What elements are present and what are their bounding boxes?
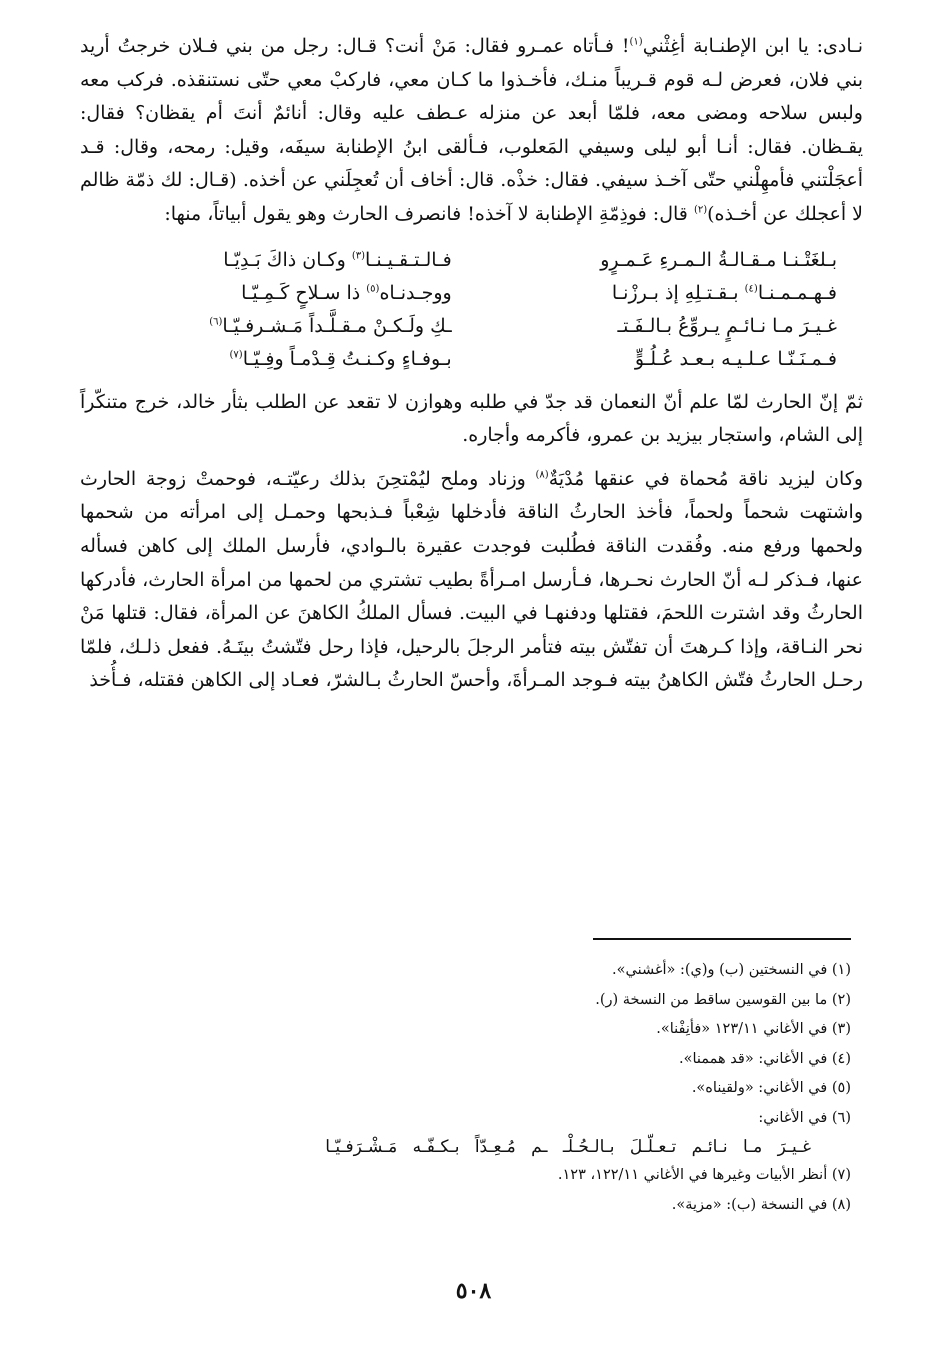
footnote xyxy=(80,1161,851,1191)
text-run: ذا سـلاحٍ كَـمِـيّـا xyxy=(241,281,367,304)
verse-first-hemistich: غـيـرَ مـا نـائـمٍ يـروِّعُ بـالـفَـتـ xyxy=(617,314,837,337)
text-run: فـهـمـمـنـا xyxy=(757,281,837,304)
text-run: فـالـتـقـيـنـا xyxy=(365,248,452,271)
footnote-text: في الأغاني: xyxy=(758,1109,828,1126)
footnote-number: (٤) xyxy=(831,1050,851,1067)
footnote-number: (٢) xyxy=(831,991,851,1008)
footnote-ref: (٨) xyxy=(535,469,549,481)
footnote-number: (٨) xyxy=(831,1196,851,1213)
footnote-number: (٦) xyxy=(831,1109,851,1126)
footnote xyxy=(80,1015,851,1045)
footnote-text: ما بين القوسين ساقط من النسخة (ر). xyxy=(595,991,828,1008)
poem-verse xyxy=(80,277,863,310)
main-text xyxy=(80,30,863,698)
poem-verse xyxy=(80,244,863,277)
footnote-text: في النسختين (ب) و(ي): «أغشني». xyxy=(612,962,828,978)
footnote-number: (٥) xyxy=(831,1080,851,1096)
paragraph-1 xyxy=(80,30,863,232)
footnote xyxy=(80,986,851,1016)
footnote-text: في الأغاني: «قد هممنا». xyxy=(679,1050,828,1067)
footnote-ref: (١) xyxy=(629,36,643,48)
footnote-number: (٣) xyxy=(831,1021,851,1037)
text-run: ـكِ ولَـكـنْ مـقـلَّـداً مَـشـرفـيّـا xyxy=(222,314,452,337)
text-run: نـادى: يا ابن الإطنـابة أغِثْني xyxy=(642,35,863,57)
text-run: بـقـتـلِهِ إذ بـرزْنـا xyxy=(611,281,745,304)
footnote xyxy=(80,1074,851,1104)
footnote-ref: (٤) xyxy=(744,283,758,295)
footnote xyxy=(80,1045,851,1075)
poem-verse xyxy=(80,310,863,343)
footnote xyxy=(80,1191,851,1221)
footnote-text: أنظر الأبيات وغيرها في الأغاني ١٢٢/١١، ١٢٣. xyxy=(557,1167,828,1183)
footnote-ref: (٥) xyxy=(366,283,380,295)
footnote-verse xyxy=(80,1133,851,1161)
footnote-ref: (٦) xyxy=(209,316,223,328)
page-number: ٥٠٨ xyxy=(455,1278,492,1304)
footnote-text: في الأغاني ١٢٣/١١ «فأنِفْنا». xyxy=(656,1021,828,1037)
verse-second-hemistich xyxy=(110,277,452,310)
footnote-text: في النسخة (ب): «مزية». xyxy=(671,1196,828,1213)
footnote xyxy=(80,956,851,986)
verse-second-hemistich xyxy=(110,310,452,343)
footnote-ref: (٧) xyxy=(229,349,243,361)
text-run: بـوفـاءٍ وكـنـتُ قِـدْمـاً وفِـيّـا xyxy=(242,347,452,370)
footnotes xyxy=(80,956,851,1220)
footnote-text: في الأغاني: «ولقيناه». xyxy=(691,1080,828,1096)
footnote-number: (١) xyxy=(831,962,851,978)
text-run: وكـان ذاكَ بَـدِيّـا xyxy=(223,248,352,271)
poem xyxy=(80,244,863,376)
verse-first-hemistich: فـمـنَـنّـا عـلـيـه بـعـد عُـلُـوٍّ xyxy=(634,347,837,370)
poem-verse xyxy=(80,343,863,376)
text-run: ووجـدنـاه xyxy=(379,281,452,304)
verse-second-hemistich xyxy=(110,244,452,277)
verse-first-hemistich: بـلغَتْـنـا مـقـالـةُ الـمـرءِ عَـمـرٍو xyxy=(600,248,837,271)
text-run: قال: فوذِمّةِ الإطنابة لا آخذه! فانصرف الحارث وهو يقول أبياتاً، منها: xyxy=(164,202,694,225)
footnote-ref: (٣) xyxy=(351,250,366,262)
footnote-separator xyxy=(593,938,851,940)
footnote-text: غـيـرَ مـا نـائـم تـعـلّـلَ بـالـحُـلْـ ـم مُـعِـدّاً بـكـفّـه مَـشْـرَفـيّـا xyxy=(325,1137,811,1157)
verse-first-hemistich xyxy=(495,277,837,310)
footnote xyxy=(80,1104,851,1134)
text-run: ! فـأتاه عمـرو فقال: مَنْ أنت؟ قـال: رجل من بني فـلان خرجتُ أريد بني فلان، فعرض لـه قوم قـريباً منـك، فأخـذوا ما كـان معي، فاركبْ معي حتّى نستنقذه. فركب معه ولبس سلاحه ومضى معه، فلمّا أبعد عن منزله عـطف عليه وقال: أنائمٌ أنتَ أم يقظان؟ فقال: يقـظان. فقال: أنـا أبو ليلى وسيفي المَعلوب، فـألقى ابنُ الإطنابة سيفَه، وقيل: رمحه، وقال: قـد أعجَلْتني فأمهِلْني حتّى آخـذ سيفي. فقال: خذْه. قال: أخاف أن تُعجِلَني عن أخذه. (قـال: لك ذمّة ظالم لا أعجلك عن أخـذه) xyxy=(80,35,863,225)
text-run: وزناد وملح ليُمْتحِنَ بذلك رعيّتـه، فوحمتْ زوجة الحارث واشتهت شحماً ولحماً، فأخذ الحارثُ الناقة فأدخلها شِعْباً فـذبحها وحمـل إلى امرأته من شحمها ولحمها ورفع منه. وفُقدت الناقة فطُلبت فوجدت عقيرة بالـوادي، فأرسل الملك إلى كاهن فسأله عنها، فـذكر لـه أنّ الحارث نحـرها، فـأرسل امـرأةً بطيب تشتري من لحمها من امرأة الحارث، فأدركها الحارثُ وقد اشترت اللحمَ، فقتلها ودفنهـا في البيت. فسأل الملكُ الكاهنَ عن المرأة، فقال: قتلها مَنْ نحر النـاقة، وإذا كـرهتَ أن تفتّش بيته فتأمر الرجلَ بالرحيل، فإذا رحل فتّشتُ بيتَـهُ. ففعل ذلـك، فلمّا رحـل الحارثُ فتّش الكاهنُ بيته فـوجد المـرأةَ، وأحسّ الحارثُ بـالشرّ، فعـاد إلى الكاهن فقتله، فـأُخذ xyxy=(80,467,863,692)
text-run: وكان ليزيد ناقة مُحماة في عنقها مُدْيَةٌ xyxy=(548,467,863,490)
footnote-number: (٧) xyxy=(831,1167,851,1183)
paragraph-2: ثمّ إنّ الحارث لمّا علم أنّ النعمان قد جدّ في طلبه وهوازن لا تقعد عن الطلب بثأر خالد، خرج متنكّراً إلى الشام، واستجار بيزيد بن عمرو، فأكرمه وأجاره. xyxy=(80,390,863,447)
footnote-ref: (٢) xyxy=(693,204,708,216)
verse-second-hemistich xyxy=(110,343,452,376)
paragraph-3 xyxy=(80,463,863,698)
